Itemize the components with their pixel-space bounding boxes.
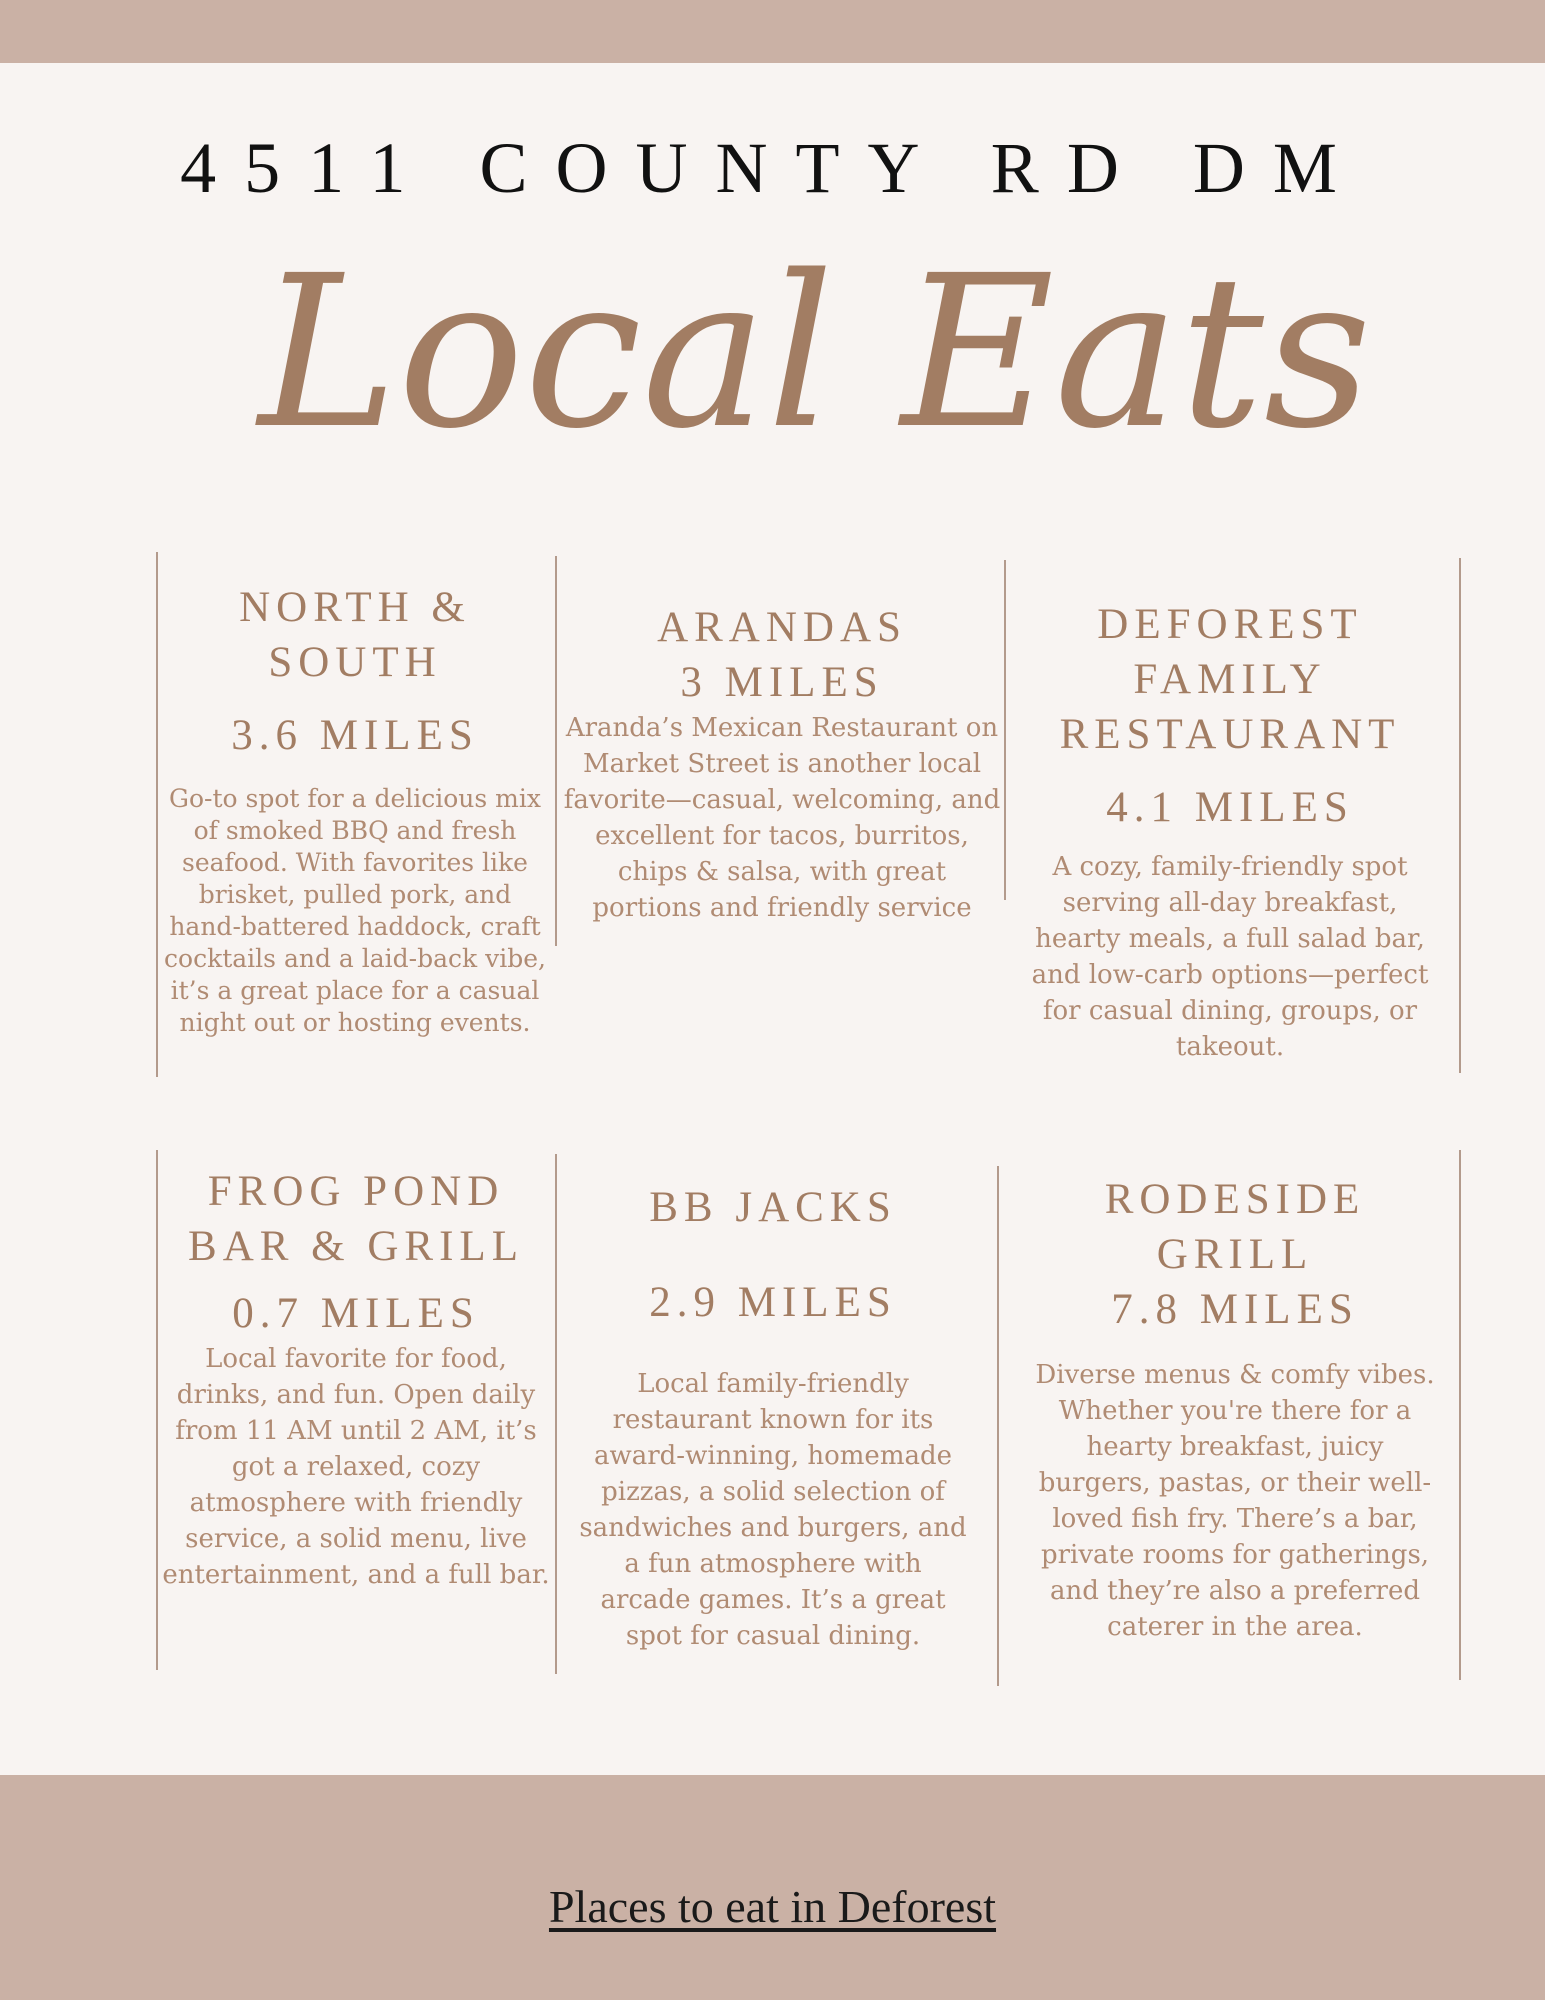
restaurant-name: BB JACKS — [649, 1184, 897, 1231]
restaurant-distance: 3 MILES — [680, 659, 884, 706]
restaurant-distance: 4.1 MILES — [1106, 784, 1354, 831]
divider — [555, 1154, 557, 1674]
restaurant-description: A cozy, family-friendly spot serving all-day breakfast, hearty meals, a full salad bar, and low-carb options—perfect for casual dining, groups, or takeout. — [1031, 852, 1429, 1062]
divider — [156, 552, 158, 1077]
restaurant-name: FROG POND BAR & GRILL — [188, 1168, 524, 1270]
restaurant-distance: 3.6 MILES — [231, 712, 479, 759]
divider — [1004, 560, 1006, 900]
address-heading: 4511 COUNTY RD DM — [180, 128, 1365, 208]
restaurant-card-arandas — [562, 600, 1002, 926]
restaurant-name: RODESIDE GRILL — [1104, 1176, 1366, 1278]
divider — [1459, 1150, 1461, 1680]
top-band — [0, 0, 1545, 63]
restaurant-description: Local family-friendly restaurant known for its award-winning, homemade pizzas, a solid selection of sandwiches and burgers, and a fun atmosphere with arcade games. It’s a great spot for casual dining. — [579, 1369, 967, 1651]
restaurant-description: Aranda’s Mexican Restaurant on Market Street is another local favorite—casual, welcoming, and excellent for tacos, burritos, chips & salsa, with great portions and friendly service — [563, 713, 1001, 923]
restaurant-card-north-south — [160, 580, 550, 1039]
restaurant-name: ARANDAS — [657, 604, 907, 651]
divider — [997, 1166, 999, 1686]
divider — [156, 1150, 158, 1670]
divider — [1459, 558, 1461, 1073]
restaurant-distance: 0.7 MILES — [232, 1290, 480, 1337]
local-eats-script-title — [0, 200, 1545, 500]
restaurant-card-frog-pond — [160, 1164, 552, 1593]
divider — [555, 556, 557, 946]
restaurant-description: Diverse menus & comfy vibes. Whether you're there for a hearty breakfast, juicy burgers, pastas, or their well-loved fish fry. There’s a bar, private rooms for gatherings, and they’re also a preferred caterer in the area. — [1035, 1360, 1435, 1642]
restaurant-distance: 7.8 MILES — [1111, 1286, 1359, 1333]
restaurant-name: DEFOREST FAMILY RESTAURANT — [1059, 601, 1401, 758]
restaurant-description: Local favorite for food, drinks, and fun. Open daily from 11 AM until 2 AM, it’s got a relaxed, cozy atmosphere with friendly service, a solid menu, live entertainment, and a full bar. — [162, 1344, 550, 1590]
places-to-eat-link[interactable]: Places to eat in Deforest — [548, 1881, 997, 1932]
restaurant-card-rodeside-grill — [1030, 1172, 1440, 1645]
restaurant-description: Go-to spot for a delicious mix of smoked BBQ and fresh seafood. With favorites like brisket, pulled pork, and hand-battered haddock, craft cocktails and a laid-back vibe, it’s a great place for a casual night out or hosting events. — [164, 784, 546, 1037]
restaurant-card-bb-jacks — [578, 1180, 968, 1654]
restaurant-name: NORTH & SOUTH — [239, 584, 471, 686]
restaurant-distance: 2.9 MILES — [649, 1279, 897, 1326]
restaurant-card-deforest-family — [1030, 597, 1430, 1065]
script-title-text: Local Eats — [258, 230, 1372, 475]
